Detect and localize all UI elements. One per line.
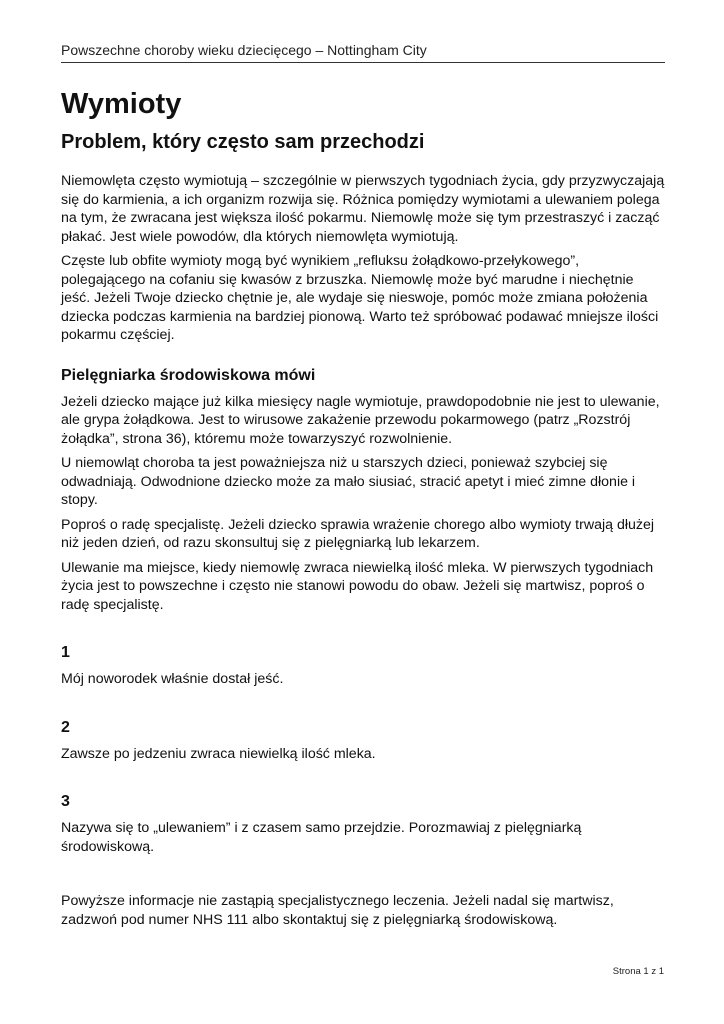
step-number-3: 3 (61, 793, 70, 810)
nurse-section-heading: Pielęgniarka środowiskowa mówi (61, 366, 316, 384)
step-number-2: 2 (61, 718, 70, 736)
nurse-paragraph-1: Jeżeli dziecko mające już kilka miesięcy nagle wymiotuje, prawdopodobnie nie jest to ulewanie, ale grypa żołądkowa. Jest to wirusowe zakażenie przewodu pokarmowego (patrz „Rozstrój żołądka”, strona 36), któremu może towarzyszyć rozwolnienie. (61, 393, 660, 447)
disclaimer-paragraph: Powyższe informacje nie zastąpią specjalistycznego leczenia. Jeżeli nadal się martwisz, zadzwoń pod numer NHS 111 albo skontaktuj się z pielęgniarką środowiskową. (61, 893, 614, 928)
page-number: Strona 1 z 1 (612, 966, 664, 977)
step-number-1: 1 (61, 644, 70, 661)
step-text-2: Zawsze po jedzeniu zwraca niewielką ilość mleka. (61, 745, 376, 762)
nurse-paragraph-4: Ulewanie ma miejsce, kiedy niemowlę zwraca niewielką ilość mleka. W pierwszych tygodniach życia jest to powszechne i często nie stanowi powodu do obaw. Jeżeli się martwisz, poproś o radę specjalistę. (61, 559, 654, 613)
document-body (61, 84, 665, 929)
page-title: Wymioty (61, 88, 182, 120)
nurse-paragraph-3: Poproś o radę specjalistę. Jeżeli dziecko sprawia wrażenie chorego albo wymioty trwają dłużej niż jeden dzień, od razu skonsultuj się z pielęgniarką lub lekarzem. (61, 516, 655, 551)
step-text-3: Nazywa się to „ulewaniem” i z czasem samo przejdzie. Porozmawiaj z pielęgniarką środowiskową. (61, 820, 582, 855)
header-divider (61, 62, 665, 63)
running-header: Powszechne choroby wieku dziecięcego – Nottingham City (61, 42, 427, 58)
nurse-paragraph-2: U niemowląt choroba ta jest poważniejsza niż u starszych dzieci, ponieważ szybciej się odwadniają. Odwodnione dziecko może za mało siusiać, stracić apetyt i mieć zimne dłonie i stopy. (61, 455, 636, 508)
step-text-1: Mój noworodek właśnie dostał jeść. (61, 671, 284, 687)
intro-paragraph-1: Niemowlęta często wymiotują – szczególnie w pierwszych tygodniach życia, gdy przyzwyczajają się do karmienia, a ich organizm rozwija się. Różnica pomiędzy wymiotami a ulewaniem polega na tym, że zwracana jest większa ilość pokarmu. Niemowlę może się tym przestraszyć i zacząć płakać. Jest wiele powodów, dla których niemowlęta wymiotują. (61, 173, 665, 245)
intro-paragraph-2: Częste lub obfite wymioty mogą być wynikiem „refluksu żołądkowo-przełykowego”, polegającego na cofaniu się kwasów z brzuszka. Niemowlę może być marudne i niechętnie jeść. Jeżeli Twoje dziecko chętnie je, ale wydaje się nieswoje, pomóc może zmiana położenia dziecka podczas karmienia na bardziej pionową. Warto też spróbować podawać mniejsze ilości pokarmu częściej. (61, 253, 659, 343)
page-subtitle: Problem, który często sam przechodzi (61, 131, 425, 153)
